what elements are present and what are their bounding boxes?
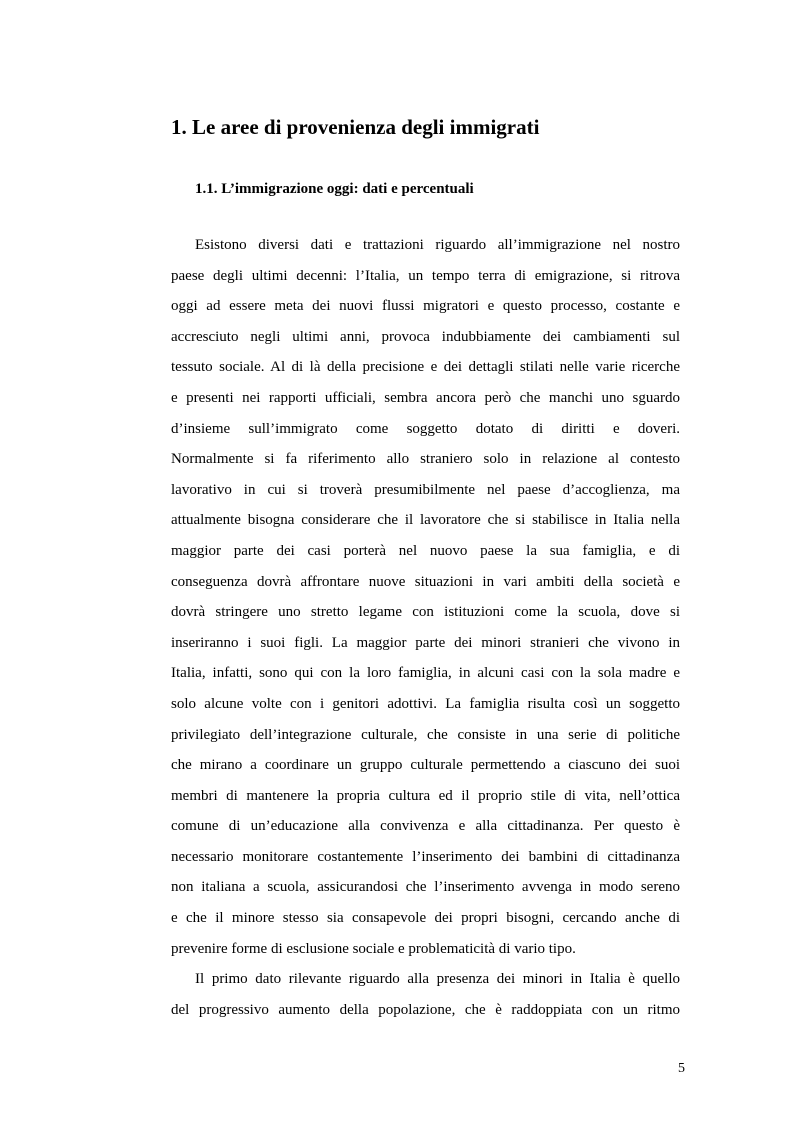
paragraph-line: e che il minore stesso sia consapevole dei propri bisogni, cercando anche di bbox=[171, 910, 680, 927]
paragraph-line: dovrà stringere uno stretto legame con istituzioni come la scuola, dove si bbox=[171, 604, 680, 621]
paragraph-line: del progressivo aumento della popolazione, che è raddoppiata con un ritmo bbox=[171, 1001, 680, 1018]
paragraph-line: inseriranno i suoi figli. La maggior parte dei minori stranieri che vivono in bbox=[171, 634, 680, 651]
page-number: 5 bbox=[678, 1061, 685, 1076]
paragraph-line: Il primo dato rilevante riguardo alla presenza dei minori in Italia è quello bbox=[195, 971, 680, 988]
paragraph-line: non italiana a scuola, assicurandosi che l’inserimento avvenga in modo sereno bbox=[171, 879, 680, 896]
paragraph-line: e presenti nei rapporti ufficiali, sembra ancora però che manchi uno sguardo bbox=[171, 389, 680, 406]
paragraph-line: Italia, infatti, sono qui con la loro famiglia, in alcuni casi con la sola madre e bbox=[171, 665, 680, 682]
paragraph-line: Normalmente si fa riferimento allo straniero solo in relazione al contesto bbox=[171, 451, 680, 468]
paragraph-line: prevenire forme di esclusione sociale e problematicità di vario tipo. bbox=[171, 940, 576, 957]
section-title: 1.1. L’immigrazione oggi: dati e percentuali bbox=[195, 181, 474, 197]
paragraph-line: attualmente bisogna considerare che il lavoratore che si stabilisce in Italia nella bbox=[171, 512, 680, 529]
paragraph-line: accresciuto negli ultimi anni, provoca indubbiamente dei cambiamenti sul bbox=[171, 328, 680, 345]
paragraph-line: conseguenza dovrà affrontare nuove situazioni in vari ambiti della società e bbox=[171, 573, 680, 590]
paragraph-line: oggi ad essere meta dei nuovi flussi migratori e questo processo, costante e bbox=[171, 298, 680, 315]
paragraph-line: solo alcune volte con i genitori adottivi. La famiglia risulta così un soggetto bbox=[171, 695, 680, 712]
body-text bbox=[171, 230, 680, 1025]
paragraph-line: privilegiato dell’integrazione culturale, che consiste in una serie di politiche bbox=[171, 726, 680, 743]
paragraph-line: che mirano a coordinare un gruppo culturale permettendo a ciascuno dei suoi bbox=[171, 757, 680, 774]
paragraph-line: membri di mantenere la propria cultura ed il proprio stile di vita, nell’ottica bbox=[171, 787, 680, 804]
paragraph-line: maggior parte dei casi porterà nel nuovo paese la sua famiglia, e di bbox=[171, 542, 680, 559]
paragraph-line: necessario monitorare costantemente l’inserimento dei bambini di cittadinanza bbox=[171, 848, 680, 865]
paragraph-line: Esistono diversi dati e trattazioni riguardo all’immigrazione nel nostro bbox=[195, 237, 680, 253]
paragraph-line: lavorativo in cui si troverà presumibilmente nel paese d’accoglienza, ma bbox=[171, 481, 680, 498]
paragraph-line: paese degli ultimi decenni: l’Italia, un tempo terra di emigrazione, si ritrova bbox=[171, 267, 680, 284]
paragraph-line: comune di un’educazione alla convivenza e alla cittadinanza. Per questo è bbox=[171, 818, 680, 835]
paragraph-line: d’insieme sull’immigrato come soggetto dotato di diritti e doveri. bbox=[171, 420, 680, 437]
chapter-title: 1. Le aree di provenienza degli immigrati bbox=[171, 115, 540, 139]
paragraph-line: tessuto sociale. Al di là della precisione e dei dettagli stilati nelle varie ricerche bbox=[171, 359, 680, 376]
